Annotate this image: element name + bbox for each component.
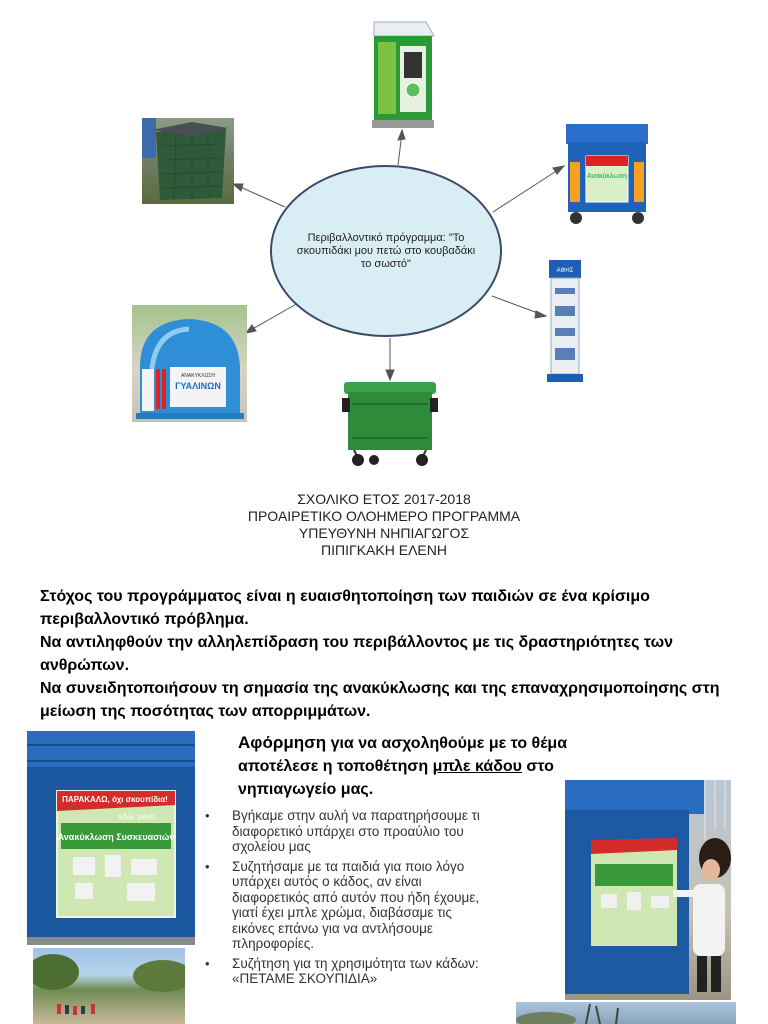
schoolyard-photo [33, 948, 185, 1024]
goals-paragraph [40, 585, 756, 723]
list-item: • Συζήτηση για τη χρησιμότητα των κάδων: «ΠΕΤΑΜΕ ΣΚΟΥΠΙΔΙΑ» [205, 956, 495, 987]
trigger-paragraph [238, 731, 568, 801]
trigger-text-2: στο νηπιαγωγείο μας. [238, 758, 554, 798]
green-wheeled-bin-image [340, 378, 440, 468]
sticker-mid-text: εδώ, μόνο [118, 812, 156, 821]
compost-bin-image [142, 118, 234, 204]
glass-bin-title: ΓΥΑΛΙΝΩΝ [175, 381, 221, 391]
trigger-lead: Αφόρμηση [238, 733, 327, 752]
outdoor-photo-partial [516, 1002, 736, 1024]
school-info [0, 491, 768, 559]
list-item: • Συζητήσαμε με τα παιδιά για ποιο λόγο υπάρχει αυτός ο κάδος, αν είναι διαφορετικός από αυτόν που ήδη έχουμε, γιατί έχει μπλε χρώμα, διαβάσαμε τις εικόνες επάνω για να αντλήσουμε πληροφορίες. [205, 859, 495, 952]
school-year-line: ΣΧΟΛΙΚΟ ΕΤΟΣ 2017-2018 [297, 491, 471, 507]
trigger-underlined: μπλε κάδου [432, 758, 522, 775]
sticker-main-text: Ανακύκλωση Συσκευασιών [57, 832, 175, 842]
battery-tube-label: AΦΗΣ [556, 268, 574, 274]
trigger-text-1: για να ασχοληθούμε με το θέμα αποτέλεσε η τοποθέτηση [238, 735, 568, 775]
glass-bin-top-label: ΑΝΑΚΥΚΛΩΣΗ [180, 373, 216, 379]
blue-bin-sticker-text: Ανακύκλωση [587, 173, 627, 180]
list-item: • Βγήκαμε στην αυλή να παρατηρήσουμε τι διαφορετικό υπάρχει στο προαύλιο του σχολείου μας [205, 808, 495, 855]
goal-line-1-text: του προγράμματος είναι η ευαισθητοποίηση των παιδιών σε ένα κρίσιμο περιβαλλοντικό πρόβλημα. [40, 588, 650, 628]
program-title-text: Περιβαλλοντικό πρόγραμμα: "Το σκουπιδάκι μου πετώ στο κουβαδάκι το σωστό" [296, 231, 476, 270]
teacher-role-line: ΥΠΕΥΘΥΝΗ ΝΗΠΙΑΓΩΓΟΣ [298, 525, 470, 541]
goal-line-2: Να αντιληφθούν την αλληλεπίδραση του περιβάλλοντος με τις δραστηριότητες των ανθρώπων. [40, 634, 673, 674]
blue-recycling-bin-image [562, 122, 652, 226]
child-at-blue-bin-photo [565, 780, 731, 1000]
battery-tube-image [545, 258, 585, 386]
activities-list [205, 808, 495, 991]
program-title-bubble [270, 165, 502, 337]
goal-lead: Στόχος [40, 588, 93, 605]
teacher-name-line: ΠΙΠΙΓΚΑΚΗ ΕΛΕΝΗ [321, 542, 447, 558]
program-type-line: ΠΡΟΑΙΡΕΤΙΚΟ ΟΛΟΗΜΕΡΟ ΠΡΟΓΡΑΜΜΑ [247, 508, 521, 524]
recycling-machine-image [368, 18, 438, 132]
blue-bin-closeup-photo [27, 731, 195, 945]
sticker-top-text: ΠΑΡΑΚΑΛΩ, όχι σκουπίδια! [62, 795, 168, 804]
goal-line-1 [40, 585, 756, 631]
glass-igloo-image [132, 305, 247, 422]
goal-line-3: Να συνειδητοποιήσουν τη σημασία της ανακύκλωσης και της επαναχρησιμοποίησης στη μείωση της ποσότητας των απορριμμάτων. [40, 680, 720, 720]
